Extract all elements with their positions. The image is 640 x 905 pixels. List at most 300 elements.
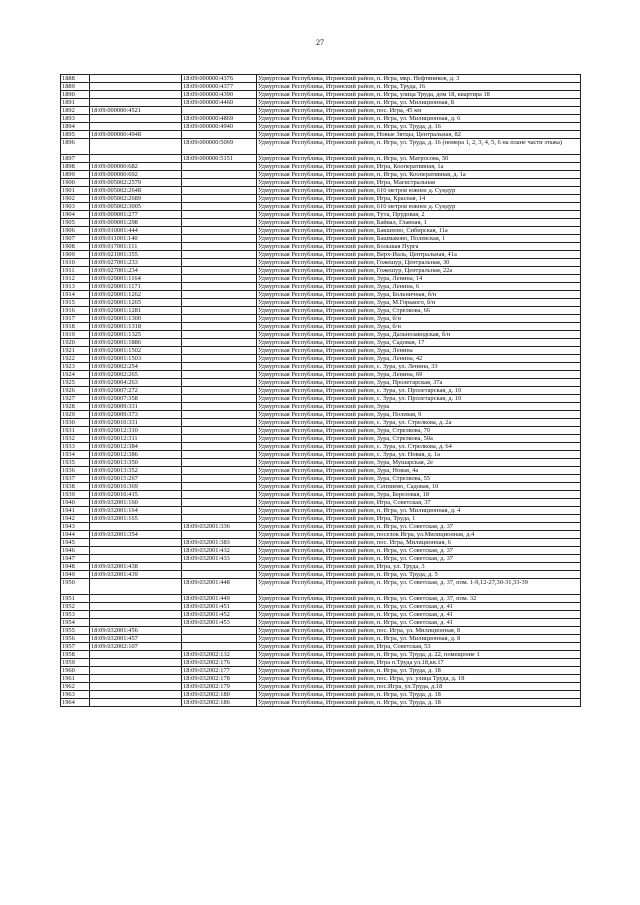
row-number-cell: 1963 <box>61 691 90 699</box>
row-number-cell: 1964 <box>61 699 90 707</box>
cadastral-number-secondary-cell <box>182 571 257 579</box>
row-number-cell: 1958 <box>61 651 90 659</box>
cadastral-number-secondary-cell: 18:09:032001:448 <box>182 579 257 595</box>
table-row <box>61 323 581 331</box>
address-cell: Удмуртская Республика, Игринский район, 610 метров южнее д. Сундур <box>257 187 581 195</box>
cadastral-number-secondary-cell <box>182 283 257 291</box>
cadastral-number-secondary-cell <box>182 219 257 227</box>
cadastral-number-cell: 18:09:029013:352 <box>90 467 182 475</box>
cadastral-number-secondary-cell <box>182 363 257 371</box>
table-row <box>61 371 581 379</box>
row-number-cell: 1921 <box>61 347 90 355</box>
cadastral-number-secondary-cell: 18:09:000000:4376 <box>182 75 257 83</box>
row-number-cell: 1900 <box>61 179 90 187</box>
address-cell: Удмуртская Республика, Игринский район, п. Игра, ул. Матросова, 50 <box>257 155 581 163</box>
address-cell: Удмуртская Республика, Игринский район, Зура, Ленина, 69 <box>257 371 581 379</box>
row-number-cell: 1937 <box>61 475 90 483</box>
address-cell: Удмуртская Республика, Игринский район, п. Игра, ул. Милиционная, д. 4 <box>257 507 581 515</box>
table-row <box>61 115 581 123</box>
address-cell: Удмуртская Республика, Игринский район, Гожешур, Центральная, 22а <box>257 267 581 275</box>
cadastral-number-secondary-cell <box>182 107 257 115</box>
table-row <box>61 307 581 315</box>
row-number-cell: 1888 <box>61 75 90 83</box>
table-row <box>61 411 581 419</box>
row-number-cell: 1902 <box>61 195 90 203</box>
address-cell: Удмуртская Республика, Игринский район, Зура, б/н <box>257 315 581 323</box>
cadastral-number-secondary-cell <box>182 251 257 259</box>
cadastral-number-cell: 18:09:005002:2648 <box>90 187 182 195</box>
row-number-cell: 1935 <box>61 459 90 467</box>
table-row <box>61 107 581 115</box>
table-row <box>61 635 581 643</box>
table-row <box>61 331 581 339</box>
cadastral-number-secondary-cell <box>182 355 257 363</box>
row-number-cell: 1892 <box>61 107 90 115</box>
row-number-cell: 1891 <box>61 99 90 107</box>
address-cell: Удмуртская Республика, Игринский район, с. Зура, ул. Стрелкова, д. 64 <box>257 443 581 451</box>
address-cell: Удмуртская Республика, Игринский район, Башмаково, Полевская, 1 <box>257 235 581 243</box>
table-row <box>61 123 581 131</box>
address-cell: Удмуртская Республика, Игринский район, Большая Пурга <box>257 243 581 251</box>
table-row <box>61 579 581 595</box>
table-row <box>61 659 581 667</box>
cadastral-number-secondary-cell <box>182 443 257 451</box>
cadastral-number-cell <box>90 139 182 155</box>
cadastral-number-secondary-cell <box>182 435 257 443</box>
cadastral-number-secondary-cell <box>182 299 257 307</box>
address-cell: Удмуртская Республика, Игринский район, п. Игра, ул. Труда, д. 18 <box>257 667 581 675</box>
cadastral-number-cell <box>90 547 182 555</box>
row-number-cell: 1901 <box>61 187 90 195</box>
cadastral-number-secondary-cell <box>182 275 257 283</box>
table-row <box>61 267 581 275</box>
address-cell: Удмуртская Республика, Игринский район, 610 метров южнее д. Сундур <box>257 203 581 211</box>
table-row <box>61 219 581 227</box>
table-row <box>61 451 581 459</box>
row-number-cell: 1917 <box>61 315 90 323</box>
address-cell: Удмуртская Республика, Игринский район, п. Игра, ул. Труда, д. 18 <box>257 699 581 707</box>
cadastral-number-secondary-cell <box>182 163 257 171</box>
cadastral-number-secondary-cell <box>182 235 257 243</box>
cadastral-number-secondary-cell: 18:09:000000:5069 <box>182 139 257 155</box>
address-cell: Удмуртская Республика, Игринский район, пос. Игра, Милиционная, 6 <box>257 539 581 547</box>
registry-table-body <box>61 75 581 707</box>
address-cell: Удмуртская Республика, Игринский район, Зура <box>257 403 581 411</box>
row-number-cell: 1909 <box>61 251 90 259</box>
cadastral-number-secondary-cell <box>182 331 257 339</box>
table-row <box>61 403 581 411</box>
cadastral-number-secondary-cell <box>182 291 257 299</box>
table-row <box>61 339 581 347</box>
address-cell: Удмуртская Республика, Игринский район, п. Игра, ул. Советская, д. 37 <box>257 555 581 563</box>
address-cell: Удмуртская Республика, Игринский район, Зура, Ленина, 42 <box>257 355 581 363</box>
row-number-cell: 1893 <box>61 115 90 123</box>
cadastral-number-secondary-cell <box>182 347 257 355</box>
address-cell: Удмуртская Республика, Игринский район, п. Игра, ул. Кооперативная, д. 1а <box>257 171 581 179</box>
table-row <box>61 99 581 107</box>
row-number-cell: 1956 <box>61 635 90 643</box>
row-number-cell: 1952 <box>61 603 90 611</box>
table-row <box>61 427 581 435</box>
cadastral-number-cell: 18:09:029001:1265 <box>90 299 182 307</box>
cadastral-number-secondary-cell <box>182 315 257 323</box>
cadastral-number-secondary-cell: 18:09:032001:453 <box>182 619 257 627</box>
cadastral-number-cell: 18:09:032001:164 <box>90 507 182 515</box>
cadastral-number-secondary-cell <box>182 211 257 219</box>
table-row <box>61 619 581 627</box>
cadastral-number-cell: 18:09:029015:267 <box>90 475 182 483</box>
table-row <box>61 603 581 611</box>
address-cell: Удмуртская Республика, Игринский район, Сепниево, Садовая, 10 <box>257 483 581 491</box>
row-number-cell: 1912 <box>61 275 90 283</box>
address-cell: Удмуртская Республика, Игринский район, Зура, Полевая, 9 <box>257 411 581 419</box>
table-row <box>61 459 581 467</box>
row-number-cell: 1895 <box>61 131 90 139</box>
row-number-cell: 1955 <box>61 627 90 635</box>
address-cell: Удмуртская Республика, Игринский район, п. Игра, мкр. Нефтяников, д. 3 <box>257 75 581 83</box>
cadastral-number-cell <box>90 659 182 667</box>
cadastral-number-secondary-cell: 18:09:000000:4940 <box>182 123 257 131</box>
cadastral-number-cell: 18:09:029002:265 <box>90 371 182 379</box>
table-row <box>61 291 581 299</box>
cadastral-number-cell: 18:09:029001:1281 <box>90 307 182 315</box>
table-row <box>61 283 581 291</box>
cadastral-number-cell: 18:09:032001:438 <box>90 563 182 571</box>
table-row <box>61 523 581 531</box>
cadastral-number-cell: 18:09:000000:4948 <box>90 131 182 139</box>
row-number-cell: 1927 <box>61 395 90 403</box>
table-row <box>61 379 581 387</box>
row-number-cell: 1903 <box>61 203 90 211</box>
cadastral-number-secondary-cell <box>182 483 257 491</box>
cadastral-number-cell: 18:09:027001:233 <box>90 259 182 267</box>
cadastral-number-cell: 18:09:029001:1171 <box>90 283 182 291</box>
address-cell: Удмуртская Республика, Игринский район, Зура, Пролетарская, 37а <box>257 379 581 387</box>
cadastral-number-secondary-cell: 18:09:032001:451 <box>182 603 257 611</box>
address-cell: Удмуртская Республика, Игринский район, Зура, Ленина <box>257 347 581 355</box>
row-number-cell: 1910 <box>61 259 90 267</box>
address-cell: Удмуртская Республика, Игринский район, п. Игра, ул. Труда, д. 22, помещение 1 <box>257 651 581 659</box>
cadastral-number-secondary-cell <box>182 499 257 507</box>
row-number-cell: 1896 <box>61 139 90 155</box>
cadastral-number-cell: 18:09:029012:311 <box>90 435 182 443</box>
address-cell: Удмуртская Республика, Игринский район, п. Игра, ул. Труда, д. 18 <box>257 691 581 699</box>
address-cell: Удмуртская Республика, Игринский район, пос. Игра, ул. Милиционная, 8 <box>257 627 581 635</box>
table-row <box>61 227 581 235</box>
cadastral-number-secondary-cell: 18:09:032002:178 <box>182 675 257 683</box>
cadastral-number-cell <box>90 123 182 131</box>
address-cell: Удмуртская Республика, Игринский район, п. Игра, ул. Милиционная, 8 <box>257 99 581 107</box>
table-row <box>61 171 581 179</box>
table-row <box>61 155 581 163</box>
table-row <box>61 387 581 395</box>
cadastral-number-cell: 18:09:017001:111 <box>90 243 182 251</box>
cadastral-number-cell: 18:09:029001:1318 <box>90 323 182 331</box>
address-cell: Удмуртская Республика, Игринский район, Зура, М.Горького, б/н <box>257 299 581 307</box>
cadastral-number-secondary-cell: 18:09:032002:176 <box>182 659 257 667</box>
row-number-cell: 1913 <box>61 283 90 291</box>
row-number-cell: 1914 <box>61 291 90 299</box>
cadastral-number-cell <box>90 75 182 83</box>
address-cell: Удмуртская Республика, Игринский район, Игра, Советская, 53 <box>257 643 581 651</box>
address-cell: Удмуртская Республика, Игринский район, пос.Игра, ул.Труда, д.18 <box>257 683 581 691</box>
cadastral-number-cell <box>90 611 182 619</box>
cadastral-number-cell: 18:09:000000:4521 <box>90 107 182 115</box>
address-cell: Удмуртская Республика, Игринский район, Зура, Стрелкова, 50а <box>257 435 581 443</box>
address-cell: Удмуртская Республика, Игринский район, п. Игра, ул. Милиционная, д. 8 <box>257 635 581 643</box>
row-number-cell: 1931 <box>61 427 90 435</box>
address-cell: Удмуртская Республика, Игринский район, Игра, Магистральная <box>257 179 581 187</box>
address-cell: Удмуртская Республика, Игринский район, Зура, Ленина, 6 <box>257 283 581 291</box>
cadastral-number-cell <box>90 579 182 595</box>
address-cell: Удмуртская Республика, Игринский район, Зура, Садовая, 17 <box>257 339 581 347</box>
cadastral-number-secondary-cell: 18:09:000000:5151 <box>182 155 257 163</box>
cadastral-number-secondary-cell <box>182 635 257 643</box>
row-number-cell: 1938 <box>61 483 90 491</box>
table-row <box>61 539 581 547</box>
cadastral-registry-table <box>60 74 581 707</box>
cadastral-number-cell <box>90 91 182 99</box>
row-number-cell: 1959 <box>61 659 90 667</box>
row-number-cell: 1890 <box>61 91 90 99</box>
cadastral-number-secondary-cell <box>182 411 257 419</box>
row-number-cell: 1923 <box>61 363 90 371</box>
table-row <box>61 195 581 203</box>
cadastral-number-secondary-cell <box>182 563 257 571</box>
cadastral-number-secondary-cell <box>182 627 257 635</box>
row-number-cell: 1928 <box>61 403 90 411</box>
cadastral-number-secondary-cell <box>182 171 257 179</box>
address-cell: Удмуртская Республика, Игринский район, Зура, б/н <box>257 323 581 331</box>
address-cell: Удмуртская Республика, Игринский район, Игра п.Труда ул.18,кв.17 <box>257 659 581 667</box>
row-number-cell: 1936 <box>61 467 90 475</box>
cadastral-number-cell: 18:09:011001:140 <box>90 235 182 243</box>
row-number-cell: 1947 <box>61 555 90 563</box>
table-row <box>61 203 581 211</box>
row-number-cell: 1915 <box>61 299 90 307</box>
address-cell: Удмуртская Республика, Игринский район, с. Зура, ул. Пролетарская, д. 10 <box>257 387 581 395</box>
cadastral-number-secondary-cell: 18:09:032001:383 <box>182 539 257 547</box>
cadastral-number-secondary-cell <box>182 187 257 195</box>
cadastral-number-secondary-cell: 18:09:000000:4460 <box>182 99 257 107</box>
cadastral-number-secondary-cell <box>182 491 257 499</box>
cadastral-number-secondary-cell <box>182 459 257 467</box>
cadastral-number-cell: 18:09:005002:3005 <box>90 203 182 211</box>
cadastral-number-secondary-cell <box>182 427 257 435</box>
row-number-cell: 1930 <box>61 419 90 427</box>
cadastral-number-cell: 18:09:029012:384 <box>90 443 182 451</box>
cadastral-number-cell: 18:09:027001:234 <box>90 267 182 275</box>
cadastral-number-secondary-cell <box>182 267 257 275</box>
table-row <box>61 211 581 219</box>
row-number-cell: 1951 <box>61 595 90 603</box>
cadastral-number-cell: 18:09:029004:263 <box>90 379 182 387</box>
cadastral-number-secondary-cell: 18:09:032002:132 <box>182 651 257 659</box>
cadastral-number-cell: 18:09:009001:298 <box>90 219 182 227</box>
row-number-cell: 1922 <box>61 355 90 363</box>
cadastral-number-secondary-cell <box>182 475 257 483</box>
table-row <box>61 435 581 443</box>
cadastral-number-cell: 18:09:029001:1262 <box>90 291 182 299</box>
row-number-cell: 1906 <box>61 227 90 235</box>
cadastral-number-secondary-cell: 18:09:032002:179 <box>182 683 257 691</box>
table-row <box>61 515 581 523</box>
cadastral-number-secondary-cell: 18:09:032001:433 <box>182 555 257 563</box>
address-cell: Удмуртская Республика, Игринский район, Байвал, Главная, 1 <box>257 219 581 227</box>
cadastral-number-secondary-cell <box>182 643 257 651</box>
cadastral-number-secondary-cell <box>182 259 257 267</box>
cadastral-number-secondary-cell <box>182 515 257 523</box>
address-cell: Удмуртская Республика, Игринский район, поселок Игра, ул.Милиционная, д.4 <box>257 531 581 539</box>
address-cell: Удмуртская Республика, Игринский район, п. Игра, ул. Советская, д. 37 <box>257 523 581 531</box>
cadastral-number-cell: 18:09:032001:456 <box>90 627 182 635</box>
row-number-cell: 1941 <box>61 507 90 515</box>
table-row <box>61 179 581 187</box>
cadastral-number-secondary-cell <box>182 379 257 387</box>
cadastral-number-secondary-cell <box>182 467 257 475</box>
address-cell: Удмуртская Республика, Игринский район, п. Игра, улица Труда, дом 18, квартира 18 <box>257 91 581 99</box>
cadastral-number-cell <box>90 651 182 659</box>
row-number-cell: 1939 <box>61 491 90 499</box>
address-cell: Удмуртская Республика, Игринский район, Игра, ул. Труда, 3 <box>257 563 581 571</box>
table-row <box>61 699 581 707</box>
cadastral-number-cell: 18:09:029012:310 <box>90 427 182 435</box>
table-row <box>61 443 581 451</box>
table-row <box>61 395 581 403</box>
cadastral-number-cell <box>90 555 182 563</box>
cadastral-number-cell: 18:09:029016:369 <box>90 483 182 491</box>
cadastral-number-cell: 18:09:000000:692 <box>90 171 182 179</box>
address-cell: Удмуртская Республика, Игринский район, п. Игра, ул. Труда, д. 16 (номера 1, 2, 3, 4, 5, 6 на плане части этажа) <box>257 139 581 155</box>
cadastral-number-cell: 18:09:000000:682 <box>90 163 182 171</box>
row-number-cell: 1949 <box>61 571 90 579</box>
table-row <box>61 571 581 579</box>
table-row <box>61 667 581 675</box>
address-cell: Удмуртская Республика, Игринский район, Новые Зятцы, Центральная, 82 <box>257 131 581 139</box>
cadastral-number-cell: 18:09:032001:439 <box>90 571 182 579</box>
table-row <box>61 75 581 83</box>
cadastral-number-secondary-cell <box>182 131 257 139</box>
table-row <box>61 547 581 555</box>
cadastral-number-secondary-cell: 18:09:032002:186 <box>182 699 257 707</box>
cadastral-number-cell <box>90 99 182 107</box>
row-number-cell: 1904 <box>61 211 90 219</box>
page-number: 27 <box>316 38 324 47</box>
row-number-cell: 1905 <box>61 219 90 227</box>
address-cell: Удмуртская Республика, Игринский район, с. Зура, ул. Пролетарская, д. 10 <box>257 395 581 403</box>
table-row <box>61 555 581 563</box>
cadastral-number-cell: 18:09:029007:272 <box>90 387 182 395</box>
table-row <box>61 419 581 427</box>
cadastral-number-secondary-cell: 18:09:032001:452 <box>182 611 257 619</box>
cadastral-number-cell: 18:09:029001:1164 <box>90 275 182 283</box>
table-row <box>61 187 581 195</box>
row-number-cell: 1946 <box>61 547 90 555</box>
row-number-cell: 1918 <box>61 323 90 331</box>
table-row <box>61 507 581 515</box>
cadastral-number-cell: 18:09:029001:1503 <box>90 355 182 363</box>
address-cell: Удмуртская Республика, Игринский район, п. Игра, Труда, 16 <box>257 83 581 91</box>
cadastral-number-secondary-cell <box>182 387 257 395</box>
address-cell: Удмуртская Республика, Игринский район, Зура, Стрелкова, 66 <box>257 307 581 315</box>
address-cell: Удмуртская Республика, Игринский район, п. Игра, ул. Милиционная, д. 6 <box>257 115 581 123</box>
table-row <box>61 139 581 155</box>
row-number-cell: 1945 <box>61 539 90 547</box>
address-cell: Удмуртская Республика, Игринский район, с. Зура, ул. Новая, д. 1а <box>257 451 581 459</box>
cadastral-number-cell: 18:09:029009:331 <box>90 403 182 411</box>
cadastral-number-cell <box>90 699 182 707</box>
table-row <box>61 355 581 363</box>
cadastral-number-cell <box>90 539 182 547</box>
cadastral-number-secondary-cell <box>182 371 257 379</box>
cadastral-number-cell <box>90 619 182 627</box>
cadastral-number-secondary-cell: 18:09:032001:449 <box>182 595 257 603</box>
table-row <box>61 91 581 99</box>
table-row <box>61 595 581 603</box>
row-number-cell: 1932 <box>61 435 90 443</box>
table-row <box>61 299 581 307</box>
address-cell: Удмуртская Республика, Игринский район, Игра, Красная, 14 <box>257 195 581 203</box>
cadastral-number-secondary-cell <box>182 531 257 539</box>
row-number-cell: 1899 <box>61 171 90 179</box>
row-number-cell: 1925 <box>61 379 90 387</box>
cadastral-number-cell: 18:09:032001:160 <box>90 499 182 507</box>
cadastral-number-secondary-cell: 18:09:000000:4869 <box>182 115 257 123</box>
address-cell: Удмуртская Республика, Игринский район, п. Игра, ул. Советская, д. 41 <box>257 619 581 627</box>
row-number-cell: 1898 <box>61 163 90 171</box>
table-row <box>61 491 581 499</box>
address-cell: Удмуртская Республика, Игринский район, Зура, Стрелкова, 70 <box>257 427 581 435</box>
table-row <box>61 275 581 283</box>
table-row <box>61 643 581 651</box>
cadastral-number-cell <box>90 667 182 675</box>
table-row <box>61 627 581 635</box>
address-cell: Удмуртская Республика, Игринский район, пос. Игра, ул. улица Труда, д. 18 <box>257 675 581 683</box>
row-number-cell: 1953 <box>61 611 90 619</box>
address-cell: Удмуртская Республика, Игринский район, Игра, Советская, 37 <box>257 499 581 507</box>
cadastral-number-cell: 18:09:032002:107 <box>90 643 182 651</box>
table-row <box>61 475 581 483</box>
address-cell: Удмуртская Республика, Игринский район, Тута, Прудовая, 2 <box>257 211 581 219</box>
cadastral-number-cell: 18:09:010001:444 <box>90 227 182 235</box>
cadastral-number-secondary-cell: 18:09:032002:180 <box>182 691 257 699</box>
cadastral-number-secondary-cell <box>182 227 257 235</box>
cadastral-number-secondary-cell <box>182 419 257 427</box>
row-number-cell: 1894 <box>61 123 90 131</box>
address-cell: Удмуртская Республика, Игринский район, Зура, Стрелкова, 55 <box>257 475 581 483</box>
table-row <box>61 651 581 659</box>
table-row <box>61 259 581 267</box>
row-number-cell: 1934 <box>61 451 90 459</box>
cadastral-number-secondary-cell <box>182 451 257 459</box>
cadastral-number-secondary-cell <box>182 179 257 187</box>
address-cell: Удмуртская Республика, Игринский район, п. Игра, ул. Труда, д. 16 <box>257 123 581 131</box>
cadastral-number-secondary-cell <box>182 403 257 411</box>
row-number-cell: 1940 <box>61 499 90 507</box>
table-row <box>61 83 581 91</box>
table-row <box>61 563 581 571</box>
cadastral-number-cell: 18:09:029013:350 <box>90 459 182 467</box>
cadastral-number-cell <box>90 683 182 691</box>
row-number-cell: 1961 <box>61 675 90 683</box>
table-row <box>61 163 581 171</box>
row-number-cell: 1954 <box>61 619 90 627</box>
cadastral-number-cell: 18:09:021001:355 <box>90 251 182 259</box>
address-cell: Удмуртская Республика, Игринский район, Игра, Труда, 1 <box>257 515 581 523</box>
table-row <box>61 467 581 475</box>
cadastral-number-cell <box>90 115 182 123</box>
cadastral-number-cell <box>90 83 182 91</box>
